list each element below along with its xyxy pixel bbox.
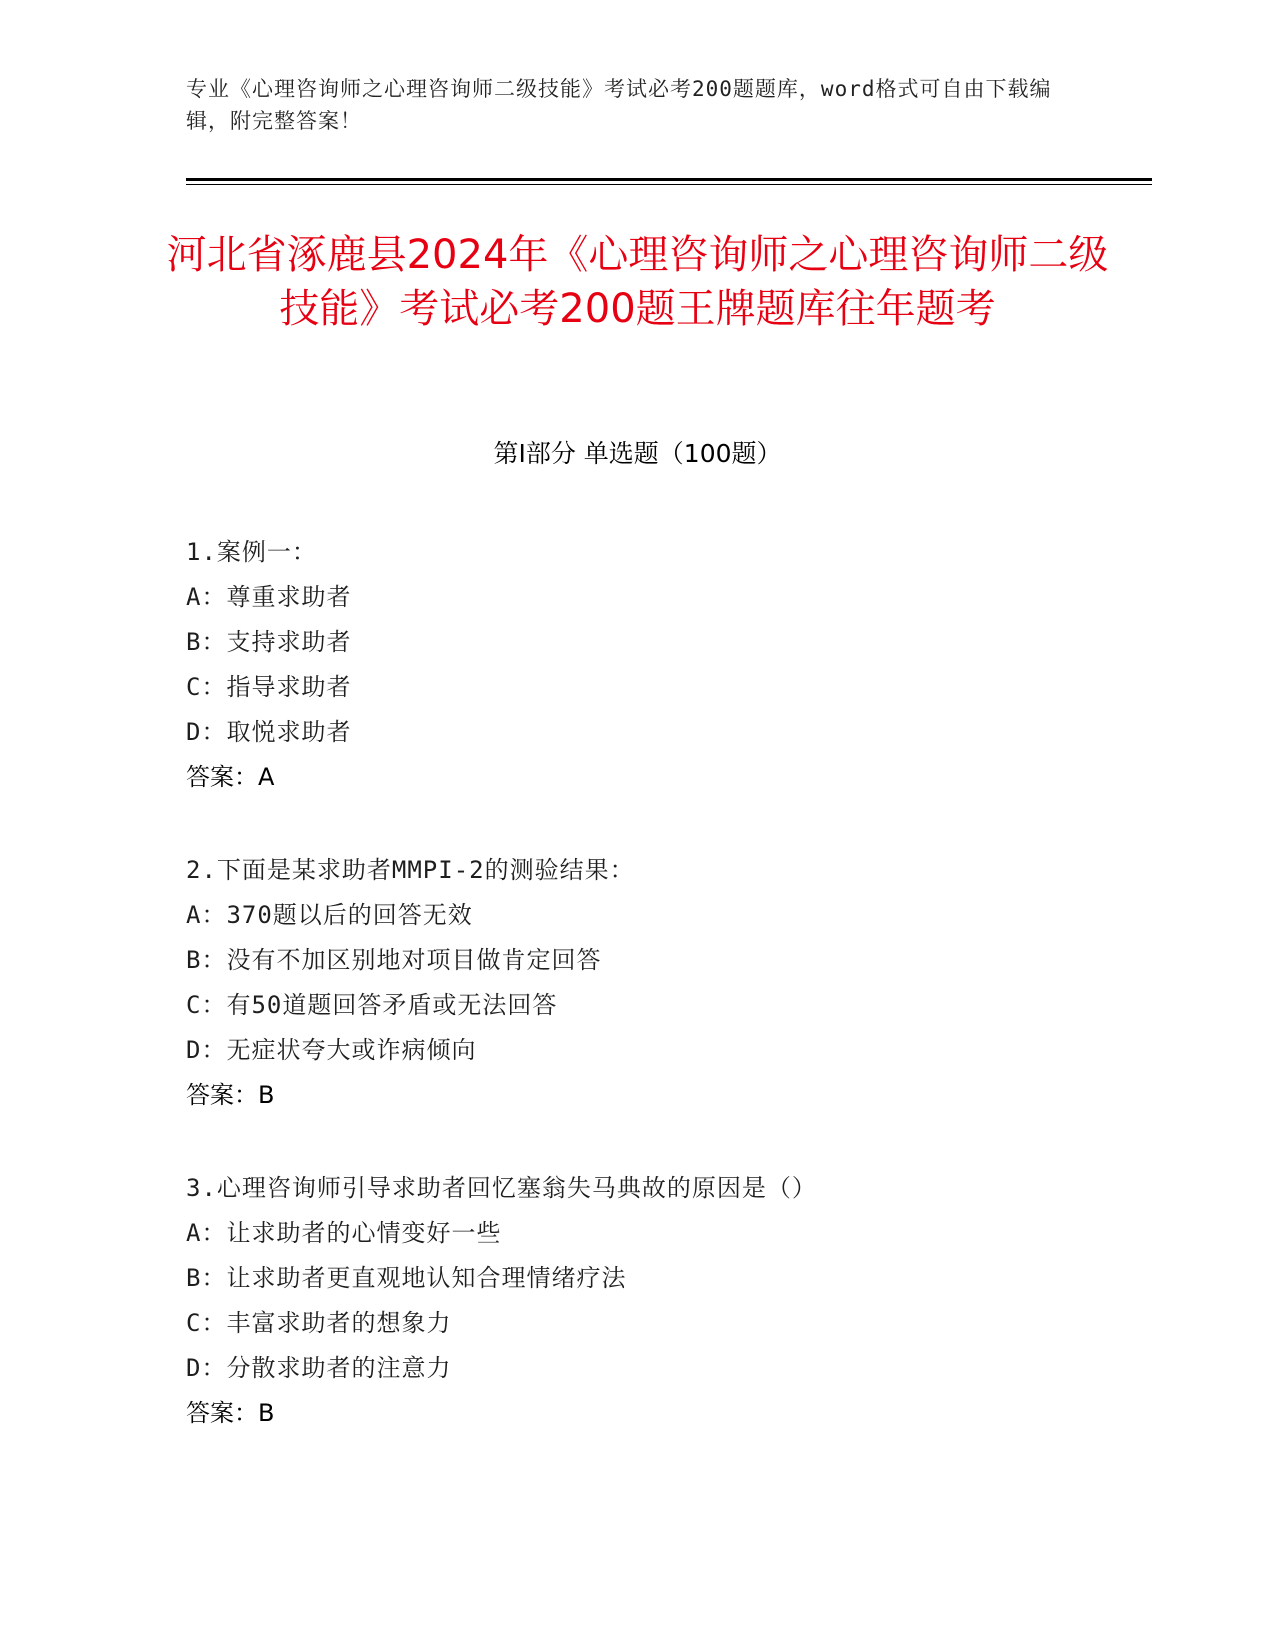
option-a: A：尊重求助者 [186, 583, 352, 611]
header-rule-thin [186, 184, 1152, 185]
question-2 [186, 848, 1146, 1118]
header-note: 专业《心理咨询师之心理咨询师二级技能》考试必考200题题库，word格式可自由下载编辑，附完整答案！ [186, 77, 1052, 133]
question-stem: 1.案例一： [186, 538, 317, 566]
question-list [186, 530, 1146, 1484]
option-c: C：指导求助者 [186, 673, 352, 701]
question-stem: 2.下面是某求助者MMPI-2的测验结果： [186, 856, 635, 884]
question-stem: 3.心理咨询师引导求助者回忆塞翁失马典故的原因是（） [186, 1174, 817, 1202]
header-rule-thick [186, 178, 1152, 181]
option-d: D：分散求助者的注意力 [186, 1354, 452, 1382]
option-b: B：支持求助者 [186, 628, 352, 656]
option-c: C：有50道题回答矛盾或无法回答 [186, 991, 558, 1019]
question-3 [186, 1166, 1146, 1436]
answer: 答案：B [186, 1399, 275, 1427]
answer: 答案：B [186, 1081, 275, 1109]
option-d: D：取悦求助者 [186, 718, 352, 746]
option-a: A：370题以后的回答无效 [186, 901, 473, 929]
question-1 [186, 530, 1146, 800]
option-a: A：让求助者的心情变好一些 [186, 1219, 502, 1247]
option-d: D：无症状夸大或诈病倾向 [186, 1036, 477, 1064]
document-title: 河北省涿鹿县2024年《心理咨询师之心理咨询师二级技能》考试必考200题王牌题库往年题考 [166, 232, 1109, 332]
option-b: B：没有不加区别地对项目做肯定回答 [186, 946, 602, 974]
answer: 答案：A [186, 763, 275, 791]
option-c: C：丰富求助者的想象力 [186, 1309, 452, 1337]
section-heading: 第Ⅰ部分 单选题（100题） [493, 439, 782, 468]
option-b: B：让求助者更直观地认知合理情绪疗法 [186, 1264, 627, 1292]
